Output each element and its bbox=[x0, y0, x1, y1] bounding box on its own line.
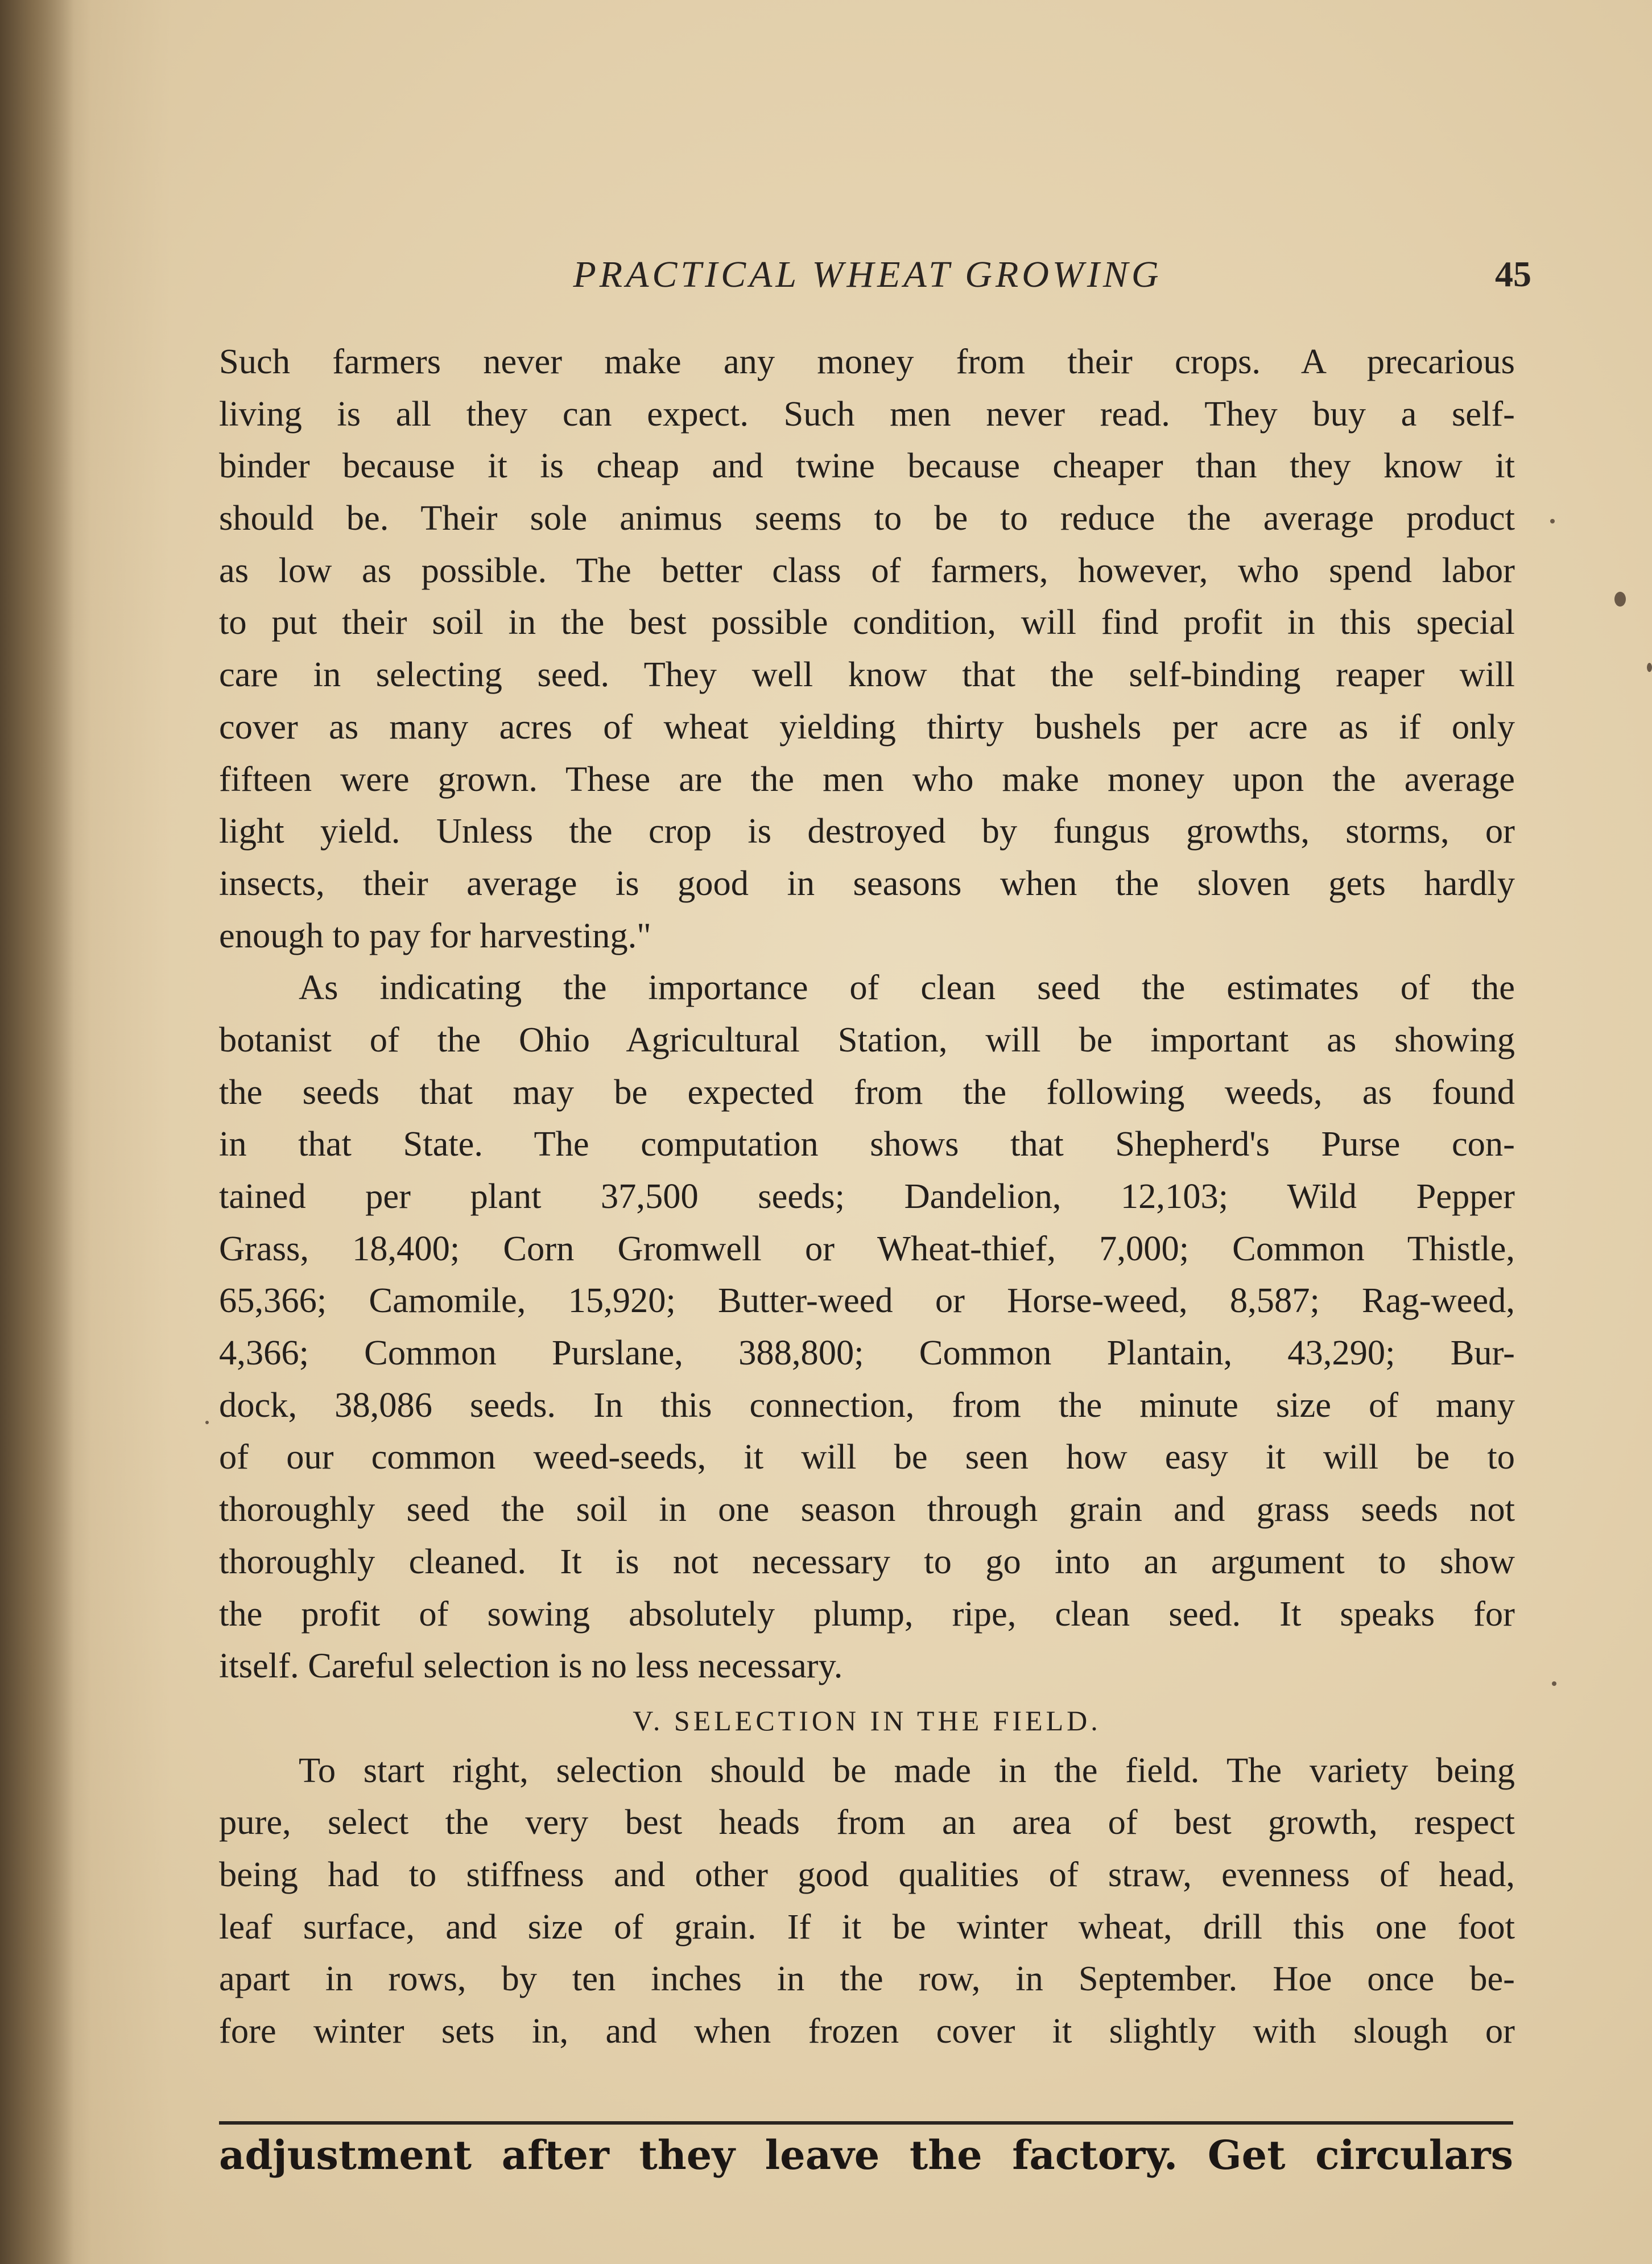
text-line: To start right, selection should be made in the field. The variety being bbox=[299, 1750, 1515, 1790]
text-line: living is all they can expect. Such men never read. They buy a self- bbox=[219, 393, 1515, 434]
text-line: as low as possible. The better class of farmers, however, who spend labor bbox=[219, 550, 1515, 590]
text-line: being had to stiffness and other good qualities of straw, evenness of head, bbox=[219, 1854, 1515, 1894]
text-line: itself. Careful selection is no less necessary. bbox=[219, 1646, 843, 1686]
text-line: care in selecting seed. They well know that the self-binding reaper will bbox=[219, 654, 1515, 695]
text-line: botanist of the Ohio Agricultural Station, will be important as showing bbox=[219, 1019, 1515, 1059]
text-line: thoroughly seed the soil in one season through grain and grass seeds not bbox=[219, 1489, 1515, 1529]
text-line: insects, their average is good in seasons when the sloven gets hardly bbox=[219, 863, 1515, 903]
text-line: thoroughly cleaned. It is not necessary to go into an argument to show bbox=[219, 1541, 1515, 1581]
paragraph-1 bbox=[219, 336, 1515, 962]
page-number: 45 bbox=[1495, 254, 1531, 294]
paper-speck bbox=[205, 1421, 209, 1424]
text-line: of our common weed-seeds, it will be seen how easy it will be to bbox=[219, 1437, 1515, 1477]
text-line: fore winter sets in, and when frozen cover it slightly with slough or bbox=[219, 2011, 1515, 2051]
text-line: pure, select the very best heads from an area of best growth, respect bbox=[219, 1802, 1515, 1842]
paper-speck bbox=[1550, 519, 1555, 523]
text-line: dock, 38,086 seeds. In this connection, from the minute size of many bbox=[219, 1384, 1515, 1425]
footer-advertisement: adjustment after they leave the factory. Get circulars bbox=[219, 2131, 1513, 2179]
text-line: the seeds that may be expected from the following weeds, as found bbox=[219, 1071, 1515, 1112]
page-header bbox=[216, 253, 1531, 310]
paper-speck bbox=[1614, 592, 1626, 607]
body-text bbox=[219, 336, 1515, 2057]
text-line: cover as many acres of wheat yielding thirty bushels per acre as if only bbox=[219, 706, 1515, 747]
text-line: enough to pay for harvesting." bbox=[219, 915, 651, 955]
paragraph-3 bbox=[219, 1745, 1515, 2057]
text-line: fifteen were grown. These are the men who make money upon the average bbox=[219, 758, 1515, 799]
text-line: 4,366; Common Purslane, 388,800; Common Plantain, 43,290; Bur- bbox=[219, 1333, 1515, 1373]
text-line: light yield. Unless the crop is destroyed by fungus growths, storms, or bbox=[219, 811, 1515, 851]
text-line: Such farmers never make any money from their crops. A precarious bbox=[219, 341, 1515, 381]
text-line: to put their soil in the best possible condition, will find profit in this special bbox=[219, 602, 1515, 642]
section-heading: V. SELECTION IN THE FIELD. bbox=[633, 1704, 1101, 1737]
paper-speck bbox=[1552, 1681, 1556, 1686]
binding-gutter-shadow bbox=[0, 0, 74, 2264]
running-title: PRACTICAL WHEAT GROWING bbox=[573, 254, 1162, 295]
text-line: should be. Their sole animus seems to be to reduce the average product bbox=[219, 498, 1515, 538]
footer-rule bbox=[219, 2121, 1513, 2125]
paper-speck bbox=[1647, 663, 1652, 672]
paragraph-2 bbox=[219, 962, 1515, 1692]
text-line: Grass, 18,400; Corn Gromwell or Wheat-thief, 7,000; Common Thistle, bbox=[219, 1228, 1515, 1268]
text-line: in that State. The computation shows that Shepherd's Purse con- bbox=[219, 1124, 1515, 1164]
text-line: the profit of sowing absolutely plump, ripe, clean seed. It speaks for bbox=[219, 1593, 1515, 1634]
text-line: As indicating the importance of clean seed the estimates of the bbox=[299, 967, 1515, 1008]
text-line: tained per plant 37,500 seeds; Dandelion, 12,103; Wild Pepper bbox=[219, 1176, 1515, 1216]
text-line: apart in rows, by ten inches in the row, in September. Hoe once be- bbox=[219, 1958, 1515, 1999]
text-line: binder because it is cheap and twine because cheaper than they know it bbox=[219, 446, 1515, 486]
text-line: leaf surface, and size of grain. If it be winter wheat, drill this one foot bbox=[219, 1906, 1515, 1947]
text-line: 65,366; Camomile, 15,920; Butter-weed or Horse-weed, 8,587; Rag-weed, bbox=[219, 1280, 1515, 1321]
